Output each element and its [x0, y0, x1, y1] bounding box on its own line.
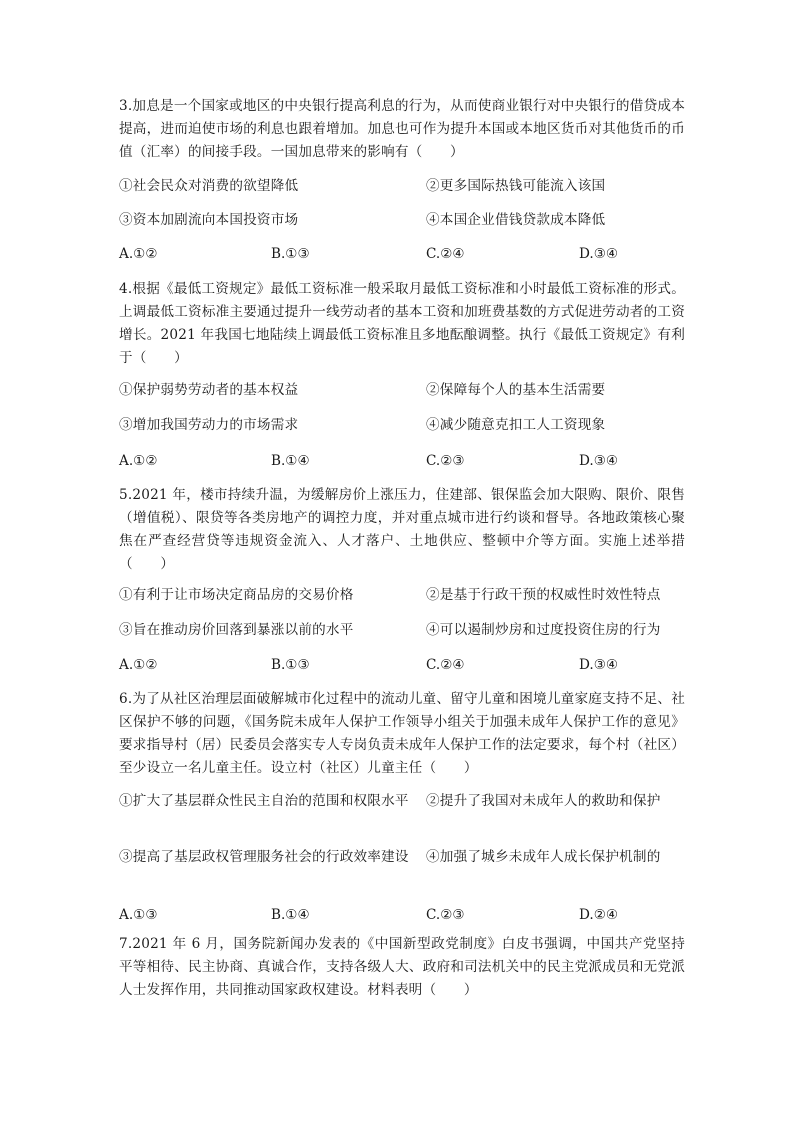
option-2: ②更多国际热钱可能流入该国 — [426, 178, 606, 194]
option-1: ①有利于让市场决定商品房的交易价格 — [119, 587, 354, 603]
option-3: ③资本加剧流向本国投资市场 — [119, 212, 299, 228]
choice-a: A.①② — [119, 246, 158, 262]
option-4: ④减少随意克扣工人工资现象 — [426, 417, 606, 433]
question-6 — [119, 688, 685, 923]
option-4: ④本国企业借钱贷款成本降低 — [426, 212, 606, 228]
question-stem: 3.加息是一个国家或地区的中央银行提高利息的行为，从而使商业银行对中央银行的借贷成本提高，进而迫使市场的利息也跟着增加。加息也可作为提升本国或本地区货币对其他货币的币值（汇率）的间接手段。一国加息带来的影响有（ ） — [119, 98, 685, 160]
choice-c: C.②④ — [426, 657, 465, 673]
question-4 — [119, 278, 685, 469]
question-stem: 6.为了从社区治理层面破解城市化过程中的流动儿童、留守儿童和困境儿童家庭支持不足、社区保护不够的问题，《国务院未成年人保护工作领导小组关于加强未成年人保护工作的意见》要求指导村（居）民委员会落实专人专岗负责未成年人保护工作的法定要求，每个村（社区）至少设立一名儿童主任。设立村（社区）儿童主任（ ） — [119, 691, 685, 776]
option-4: ④加强了城乡未成年人成长保护机制的 — [426, 849, 661, 865]
choice-d: D.③④ — [579, 453, 619, 469]
option-1: ①扩大了基层群众性民主自治的范围和权限水平 — [119, 793, 409, 809]
option-3: ③提高了基层政权管理服务社会的行政效率建设 — [119, 849, 409, 865]
option-1: ①社会民众对消费的欲望降低 — [119, 178, 299, 194]
question-3 — [119, 95, 685, 262]
option-2: ②保障每个人的基本生活需要 — [426, 382, 606, 398]
choice-a: A.①② — [119, 453, 158, 469]
option-2: ②提升了我国对未成年人的救助和保护 — [426, 793, 661, 809]
choice-c: C.②③ — [426, 453, 465, 469]
choice-a: A.①② — [119, 657, 158, 673]
option-2: ②是基于行政干预的权威性时效性特点 — [426, 587, 661, 603]
choice-a: A.①③ — [119, 907, 158, 923]
question-7 — [119, 933, 685, 1002]
question-stem: 4.根据《最低工资规定》最低工资标准一般采取月最低工资标准和小时最低工资标准的形式。上调最低工资标准主要通过提升一线劳动者的基本工资和加班费基数的方式促进劳动者的工资增长。2021 年我国七地陆续上调最低工资标准且多地酝酿调整。执行《最低工资规定》有利于（ ） — [119, 281, 685, 366]
choice-b: B.①③ — [271, 246, 310, 262]
choice-d: D.③④ — [579, 657, 619, 673]
option-1: ①保护弱势劳动者的基本权益 — [119, 382, 299, 398]
choice-b: B.①④ — [271, 453, 310, 469]
choice-d: D.②④ — [579, 907, 619, 923]
option-3: ③旨在推动房价回落到暴涨以前的水平 — [119, 622, 354, 638]
choice-c: C.②④ — [426, 246, 465, 262]
choice-b: B.①④ — [271, 907, 310, 923]
question-stem: 7.2021 年 6 月，国务院新闻办发表的《中国新型政党制度》白皮书强调，中国共产党坚持平等相待、民主协商、真诚合作，支持各级人大、政府和司法机关中的民主党派成员和无党派人士发挥作用，共同推动国家政权建设。材料表明（ ） — [119, 936, 685, 998]
option-3: ③增加我国劳动力的市场需求 — [119, 417, 299, 433]
choice-b: B.①③ — [271, 657, 310, 673]
choice-c: C.②③ — [426, 907, 465, 923]
choice-d: D.③④ — [579, 246, 619, 262]
question-5 — [119, 484, 685, 673]
option-4: ④可以遏制炒房和过度投资住房的行为 — [426, 622, 661, 638]
question-stem: 5.2021 年，楼市持续升温，为缓解房价上涨压力，住建部、银保监会加大限购、限价、限售（增值税）、限贷等各类房地产的调控力度，并对重点城市进行约谈和督导。各地政策核心聚焦在严查经营贷等违规资金流入、人才落户、土地供应、整顿中介等方面。实施上述举措（ ） — [119, 487, 685, 572]
